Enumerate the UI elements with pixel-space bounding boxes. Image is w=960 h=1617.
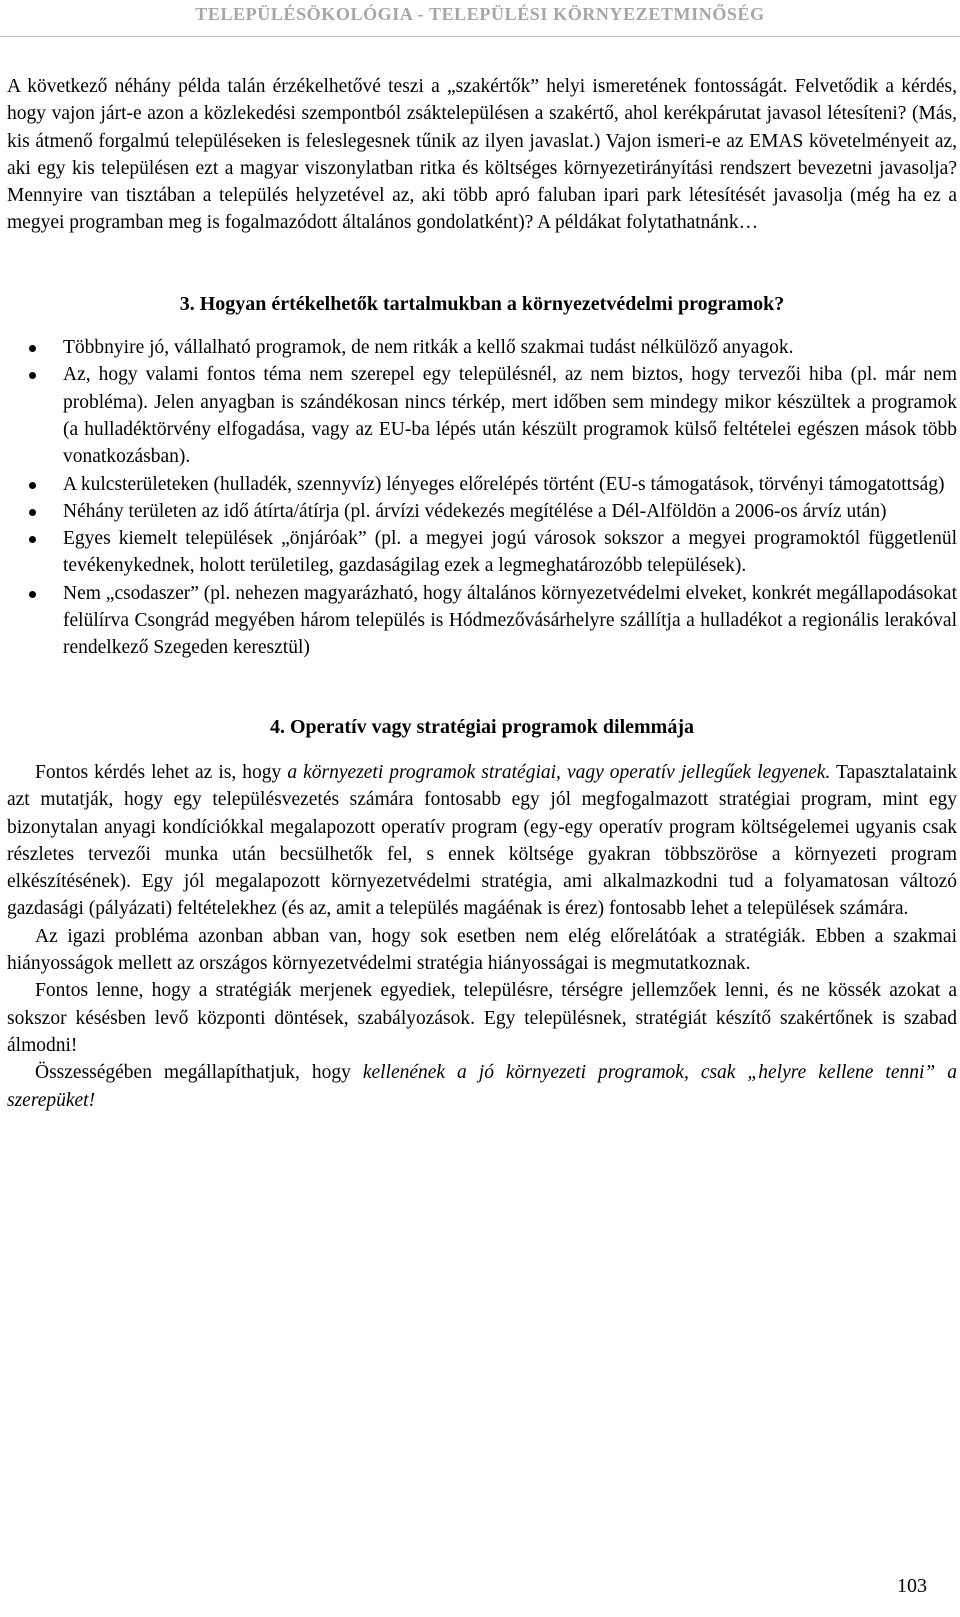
- section-3-heading: 3. Hogyan értékelhetők tartalmukban a környezetvédelmi programok?: [179, 292, 785, 315]
- section-4-paragraph-1: [7, 759, 957, 923]
- running-header: TELEPÜLÉSÖKOLÓGIA - TELEPÜLÉSI KÖRNYEZETMINŐSÉG: [195, 4, 765, 24]
- section-3-bullet-list: [7, 334, 957, 662]
- bullet-icon: [29, 345, 36, 352]
- bullet-text: Többnyire jó, vállalható programok, de nem ritkák a kellő szakmai tudást nélkülöző anyagok.: [63, 337, 794, 359]
- bullet-text: Egyes kiemelt települések „önjáróak” (pl. a megyei jogú városok sokszor a megyei programoktól függetlenül tevékenykednek, holott területileg, gazdaságilag ezek a legmeghatározóbb települések).: [63, 528, 957, 577]
- paragraph-text: Tapasztalataink azt mutatják, hogy egy településvezetés számára fontosabb egy jól megfogalmazott stratégiai program, mint egy bizonytalan anyagi kondíciókkal megalapozott operatív program (egy-egy operatív program költségelemei ugyanis csak részletes tervezői munka után becsülhetők fel, s ennek költsége gyakran többszöröse a környezeti program elkészítésének). Egy jól megalapozott környezetvédelmi stratégia, ami alkalmazkodni tud a folyamatosan változó gazdasági (pályázati) feltételekhez (és az, amit a település magáénak is érez) fontosabb lehet a települések számára.: [7, 761, 958, 920]
- bullet-item: [7, 471, 957, 498]
- bullet-item: [7, 580, 957, 662]
- paragraph-text: Fontos kérdés lehet az is, hogy: [35, 761, 288, 783]
- page-number: 103: [897, 1575, 927, 1597]
- paragraph-text: Összességében megállapíthatjuk, hogy: [35, 1062, 363, 1084]
- bullet-icon: [29, 509, 36, 516]
- document-body: [7, 73, 957, 1114]
- bullet-text: A kulcsterületeken (hulladék, szennyvíz) lényeges előrelépés történt (EU-s támogatások, törvényi támogatottság): [63, 473, 945, 495]
- bullet-item: [7, 334, 957, 361]
- section-4-paragraph-3: Fontos lenne, hogy a stratégiák merjenek egyediek, településre, térségre jellemzőek lenni, és ne kössék azokat a sokszor késésben levő központi döntések, szabályozások. Egy településnek, stratégiát készítő szakértőnek is szabad álmodni!: [7, 980, 957, 1056]
- bullet-icon: [29, 482, 36, 489]
- bullet-item: [7, 525, 957, 580]
- section-4-heading: 4. Operatív vagy stratégiai programok dilemmája: [269, 715, 694, 738]
- paragraph-emphasis: kellenének a jó környezeti programok, csak „helyre kellene tenni” a szerepüket!: [7, 1062, 957, 1111]
- section-4-paragraph-4: [7, 1059, 957, 1114]
- paragraph-emphasis: a környezeti programok stratégiai, vagy operatív jellegűek legyenek.: [287, 761, 831, 783]
- intro-paragraph: A következő néhány példa talán érzékelhetővé teszi a „szakértők” helyi ismeretének fontosságát. Felvetődik a kérdés, hogy vajon járt-e azon a közlekedési szempontból zsáktelepülésen a szakértő, ahol kerékpárutat javasol létesíteni? (Más, kis átmenő forgalmú településeken is feleslegesnek tűnik az ilyen javaslat.) Vajon ismeri-e az EMAS követelményeit az, aki egy kis településen ezt a magyar viszonylatban ritka és költséges környezetirányítási rendszert bevezetni javasolja? Mennyire van tisztában a település helyzetével az, aki több apró faluban ipari park létesítését javasolja (még ha ez a megyei programban meg is fogalmazódott általános gondolatként)? A példákat folytathatnánk…: [7, 76, 957, 234]
- bullet-icon: [29, 536, 36, 543]
- section-4-paragraph-2: Az igazi probléma azonban abban van, hogy sok esetben nem elég előrelátóak a stratégiák. Ebben a szakmai hiányosságok mellett az országos környezetvédelmi stratégia hiányosságai is megmutatkoznak.: [7, 925, 957, 975]
- bullet-item: [7, 498, 957, 525]
- bullet-text: Néhány területen az idő átírta/átírja (pl. árvízi védekezés megítélése a Dél-Alföldön a 2006-os árvíz után): [63, 500, 887, 522]
- bullet-icon: [29, 372, 36, 379]
- bullet-text: Az, hogy valami fontos téma nem szerepel egy településnél, az nem biztos, hogy tervezői hiba (pl. már nem probléma). Jelen anyagban is szándékosan nincs térkép, mert időben sem mindegy mikor készültek a programok (a hulladéktörvény elfogadása, vagy az EU-ba lépés után készült programok külső feltételei egészen mások több vonatkozásban).: [63, 364, 957, 468]
- bullet-icon: [29, 591, 36, 598]
- bullet-text: Nem „csodaszer” (pl. nehezen magyarázható, hogy általános környezetvédelmi elveket, konkrét megállapodásokat felülírva Csongrád megyében három település is Hódmezővásárhelyre szállítja a hulladékot a regionális lerakóval rendelkező Szegeden keresztül): [63, 582, 957, 659]
- bullet-item: [7, 361, 957, 470]
- header-divider: [0, 36, 960, 37]
